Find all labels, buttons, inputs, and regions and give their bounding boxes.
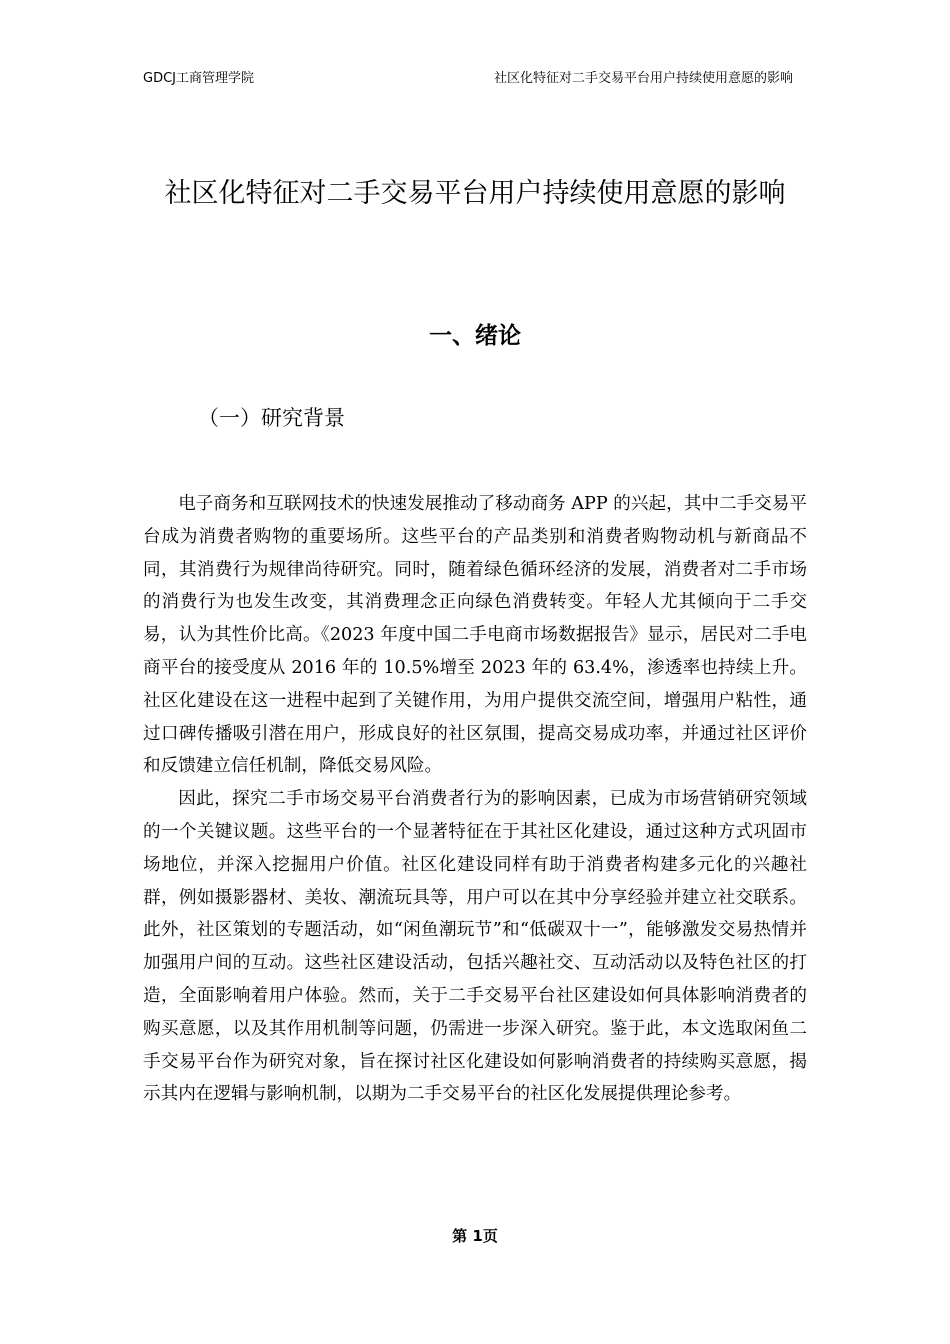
- paragraph: 电子商务和互联网技术的快速发展推动了移动商务 APP 的兴起，其中二手交易平台成为消费者购物的重要场所。这些平台的产品类别和消费者购物动机与新商品不同，其消费行为规律尚待研究。同时，随着绿色循环经济的发展，消费者对二手市场的消费行为也发生改变，其消费理念正向绿色消费转变。年轻人尤其倾向于二手交易，认为其性价比高。《2023 年度中国二手电商市场数据报告》显示，居民对二手电商平台的接受度从 2016 年的 10.5%增至 2023 年的 63.4%，渗透率也持续上升。社区化建设在这一进程中起到了关键作用，为用户提供交流空间，增强用户粘性，通过口碑传播吸引潜在用户，形成良好的社区氛围，提高交易成功率，并通过社区评价和反馈建立信任机制，降低交易风险。: [143, 494, 807, 777]
- chapter-heading: 一、绪论: [429, 323, 521, 349]
- running-header: [143, 69, 793, 89]
- document-title: 社区化特征对二手交易平台用户持续使用意愿的影响: [164, 178, 786, 209]
- header-institution: GDCJ工商管理学院: [143, 71, 254, 86]
- section-heading: （一）研究背景: [198, 406, 345, 430]
- paragraph: 因此，探究二手市场交易平台消费者行为的影响因素，已成为市场营销研究领域的一个关键议题。这些平台的一个显著特征在于其社区化建设，通过这种方式巩固市场地位，并深入挖掘用户价值。社区化建设同样有助于消费者构建多元化的兴趣社群，例如摄影器材、美妆、潮流玩具等，用户可以在其中分享经验并建立社交联系。此外，社区策划的专题活动，如“闲鱼潮玩节”和“低碳双十一”，能够激发交易热情并加强用户间的互动。这些社区建设活动，包括兴趣社交、互动活动以及特色社区的打造，全面影响着用户体验。然而，关于二手交易平台社区建设如何具体影响消费者的购买意愿，以及其作用机制等问题，仍需进一步深入研究。鉴于此，本文选取闲鱼二手交易平台作为研究对象，旨在探讨社区化建设如何影响消费者的持续购买意愿，揭示其内在逻辑与影响机制，以期为二手交易平台的社区化发展提供理论参考。: [143, 789, 807, 1105]
- page-number: 第 1页: [452, 1227, 498, 1245]
- header-doc-title: 社区化特征对二手交易平台用户持续使用意愿的影响: [493, 71, 793, 86]
- body-text: [143, 488, 807, 1111]
